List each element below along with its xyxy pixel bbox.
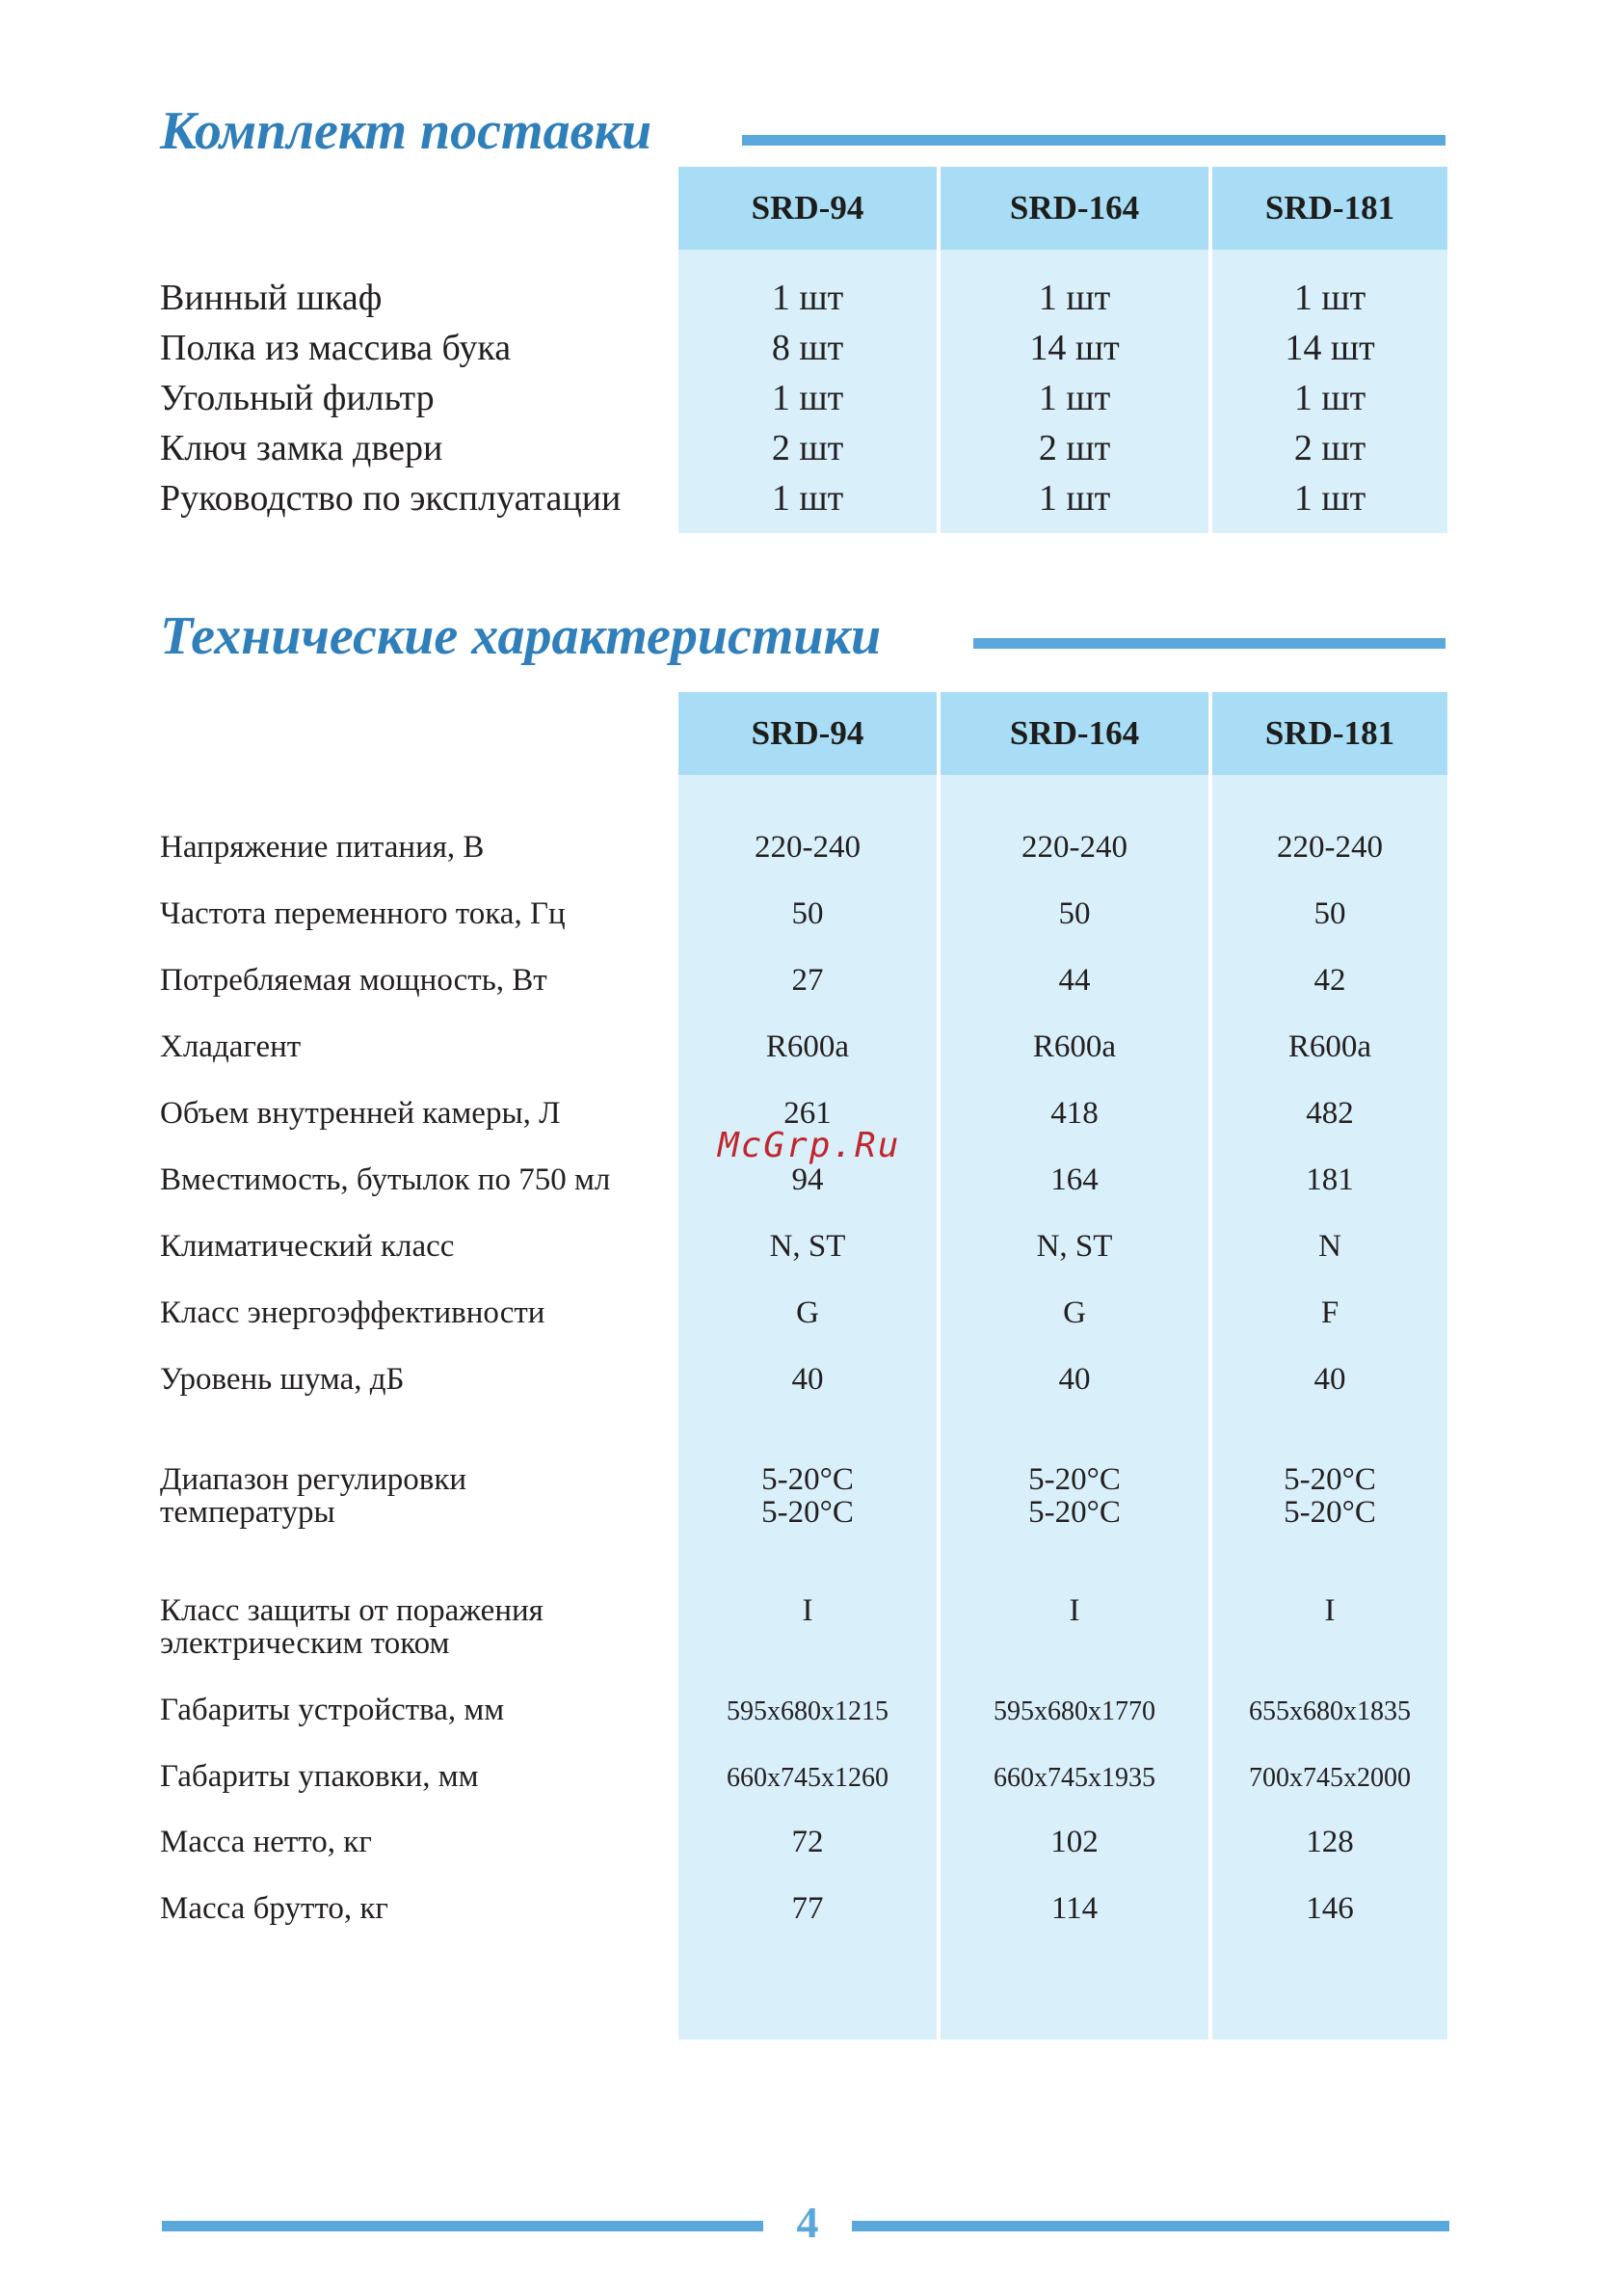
spec-value: 418 (1050, 1096, 1099, 1131)
spec-value: 146 (1306, 1891, 1354, 1926)
kit-item-label: Полка из массива бука (160, 328, 512, 368)
spec-value: 595x680x1770 (994, 1696, 1155, 1726)
spec-value: 700x745x2000 (1249, 1763, 1411, 1793)
spec-value: 50 (1313, 896, 1346, 931)
spec-value: 660x745x1935 (994, 1763, 1155, 1793)
footer-rule-left (162, 2221, 763, 2231)
spec-label: Объем внутренней камеры, Л (160, 1096, 561, 1131)
spec-value: 50 (1058, 896, 1091, 931)
spec-value: 660x745x1260 (727, 1763, 889, 1793)
spec-label-line: температуры (160, 1495, 335, 1530)
spec-label: Вместимость, бутылок по 750 мл (160, 1162, 611, 1197)
specs-model-header: SRD-94 (678, 692, 937, 775)
spec-value: 220-240 (1021, 830, 1127, 865)
watermark: McGrp.Ru (718, 1126, 901, 1165)
spec-label: Габариты устройства, мм (160, 1693, 505, 1727)
spec-value: 42 (1313, 963, 1346, 998)
spec-value: 27 (791, 963, 824, 998)
spec-label: Уровень шума, дБ (160, 1362, 405, 1397)
kit-model-header: SRD-181 (1212, 167, 1447, 250)
kit-item-label: Винный шкаф (160, 278, 383, 318)
spec-value: 40 (791, 1362, 824, 1397)
spec-value: 261 (783, 1096, 832, 1131)
spec-value: 595x680x1215 (727, 1696, 889, 1726)
spec-value: 102 (1050, 1825, 1099, 1859)
spec-value: N (1318, 1229, 1341, 1264)
spec-label: Напряжение питания, В (160, 830, 485, 865)
spec-value: 220-240 (755, 830, 861, 865)
kit-item-qty: 14 шт (1029, 328, 1120, 368)
kit-section-title: Комплект поставки (160, 101, 652, 161)
kit-item-qty: 2 шт (1293, 428, 1366, 468)
spec-label: Хладагент (160, 1029, 302, 1064)
kit-item-qty: 14 шт (1285, 328, 1375, 368)
spec-value-line: 5-20°C (1284, 1462, 1376, 1497)
kit-item-label: Ключ замка двери (160, 428, 443, 468)
spec-value: G (1063, 1295, 1086, 1330)
page-number: 4 (796, 2198, 819, 2247)
spec-value: 181 (1306, 1162, 1354, 1197)
spec-value: 40 (1058, 1362, 1091, 1397)
spec-label-line: Класс защиты от поражения (160, 1593, 544, 1628)
spec-value: 164 (1050, 1162, 1099, 1197)
spec-value: I (1069, 1593, 1080, 1628)
spec-value: N, ST (769, 1229, 846, 1264)
kit-item-qty: 8 шт (771, 328, 844, 368)
specs-model-header: SRD-181 (1212, 692, 1447, 775)
kit-item-label: Угольный фильтр (160, 378, 435, 418)
footer-rule-right (852, 2221, 1449, 2231)
spec-value-line: 5-20°C (1028, 1495, 1121, 1530)
spec-value: I (1324, 1593, 1336, 1628)
kit-model-header: SRD-94 (678, 167, 937, 250)
spec-value-line: 5-20°C (761, 1495, 854, 1530)
kit-item-qty: 1 шт (1293, 278, 1366, 318)
spec-label: Частота переменного тока, Гц (160, 896, 566, 931)
spec-value: F (1320, 1295, 1339, 1330)
kit-title-rule (742, 135, 1446, 146)
spec-value: 44 (1058, 963, 1091, 998)
spec-value: 482 (1306, 1096, 1354, 1131)
spec-label: Масса брутто, кг (160, 1891, 388, 1926)
spec-value: R600a (1287, 1029, 1372, 1064)
spec-value-line: 5-20°C (1284, 1495, 1376, 1530)
specs-section-title: Технические характеристики (160, 606, 882, 666)
kit-item-qty: 1 шт (1038, 478, 1111, 519)
spec-label: Габариты упаковки, мм (160, 1759, 479, 1794)
specs-title-rule (973, 638, 1446, 649)
spec-label: Класс энергоэффективности (160, 1295, 545, 1330)
kit-item-qty: 1 шт (771, 478, 844, 519)
kit-item-qty: 1 шт (1038, 378, 1111, 418)
spec-value: 72 (791, 1825, 824, 1859)
spec-value: 50 (791, 896, 824, 931)
spec-value: 40 (1313, 1362, 1346, 1397)
kit-item-qty: 1 шт (1293, 378, 1366, 418)
specs-model-header: SRD-164 (941, 692, 1208, 775)
kit-item-qty: 1 шт (771, 378, 844, 418)
spec-label: Масса нетто, кг (160, 1825, 372, 1859)
spec-label-line: электрическим током (160, 1626, 450, 1661)
spec-label-line: Диапазон регулировки (160, 1462, 467, 1497)
spec-value: 77 (791, 1891, 824, 1926)
spec-value: G (796, 1295, 819, 1330)
spec-value-line: 5-20°C (1028, 1462, 1121, 1497)
spec-value-line: 5-20°C (761, 1462, 854, 1497)
kit-model-header: SRD-164 (941, 167, 1208, 250)
spec-value: 655x680x1835 (1249, 1696, 1411, 1726)
spec-value: I (802, 1593, 813, 1628)
spec-label: Потребляемая мощность, Вт (160, 963, 547, 998)
kit-item-qty: 1 шт (1293, 478, 1366, 519)
spec-value: 128 (1306, 1825, 1354, 1859)
spec-value: N, ST (1036, 1229, 1113, 1264)
kit-item-qty: 1 шт (771, 278, 844, 318)
spec-label: Климатический класс (160, 1229, 455, 1264)
spec-value: R600a (765, 1029, 850, 1064)
kit-item-label: Руководство по эксплуатации (160, 478, 622, 519)
spec-value: R600a (1032, 1029, 1117, 1064)
spec-value: 114 (1050, 1891, 1099, 1926)
kit-item-qty: 2 шт (1038, 428, 1111, 468)
kit-item-qty: 1 шт (1038, 278, 1111, 318)
spec-value: 94 (791, 1162, 824, 1197)
kit-item-qty: 2 шт (771, 428, 844, 468)
spec-value: 220-240 (1277, 830, 1383, 865)
